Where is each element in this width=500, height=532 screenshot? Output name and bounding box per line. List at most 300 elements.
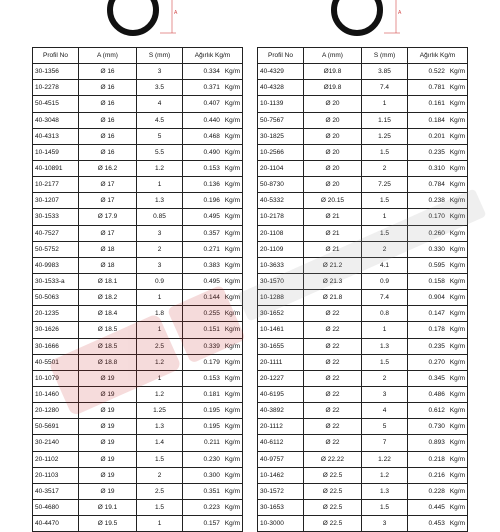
weight-cell xyxy=(183,112,243,128)
a-mm-cell: Ø 22 xyxy=(304,435,362,451)
weight-cell xyxy=(183,225,243,241)
s-mm-cell: 7.25 xyxy=(362,177,408,193)
weight-unit: Kg/m xyxy=(449,245,465,253)
weight-value: 0.522 xyxy=(428,68,445,76)
table-row xyxy=(258,354,468,370)
weight-unit: Kg/m xyxy=(449,407,465,415)
profile-no-cell: 20-1235 xyxy=(33,306,79,322)
weight-unit: Kg/m xyxy=(224,132,240,140)
a-mm-cell: Ø 22 xyxy=(304,386,362,402)
table-row xyxy=(258,403,468,419)
profile-no-cell: 20-1227 xyxy=(258,370,304,386)
a-mm-cell: Ø19.8 xyxy=(304,64,362,80)
weight-value: 0.260 xyxy=(428,229,445,237)
table-row xyxy=(33,435,243,451)
table-row xyxy=(258,370,468,386)
s-mm-cell: 1.5 xyxy=(362,144,408,160)
s-mm-cell: 1.3 xyxy=(137,193,183,209)
profile-no-cell: 40-5501 xyxy=(33,354,79,370)
s-mm-cell: 5 xyxy=(137,128,183,144)
profile-no-cell: 30-1533-a xyxy=(33,273,79,289)
weight-cell xyxy=(408,354,468,370)
weight-unit: Kg/m xyxy=(224,165,240,173)
weight-cell xyxy=(183,257,243,273)
profile-no-cell: 50-4680 xyxy=(33,499,79,515)
table-row xyxy=(33,419,243,435)
s-mm-cell: 2.5 xyxy=(137,338,183,354)
weight-value: 0.195 xyxy=(203,407,220,415)
weight-unit: Kg/m xyxy=(449,116,465,124)
weight-value: 0.270 xyxy=(428,358,445,366)
weight-value: 0.147 xyxy=(428,310,445,318)
s-mm-cell: 1 xyxy=(362,96,408,112)
table-row xyxy=(258,322,468,338)
weight-cell xyxy=(408,112,468,128)
weight-unit: Kg/m xyxy=(449,326,465,334)
weight-cell xyxy=(408,338,468,354)
weight-value: 0.784 xyxy=(428,181,445,189)
a-mm-cell: Ø 19.1 xyxy=(79,499,137,515)
table-row xyxy=(258,435,468,451)
weight-unit: Kg/m xyxy=(224,116,240,124)
header-profile-no: Profil No xyxy=(33,48,79,64)
profile-no-cell: 20-1103 xyxy=(33,467,79,483)
s-mm-cell: 7.4 xyxy=(362,80,408,96)
profile-no-cell: 40-4329 xyxy=(258,64,304,80)
table-row xyxy=(33,338,243,354)
table-row xyxy=(258,128,468,144)
weight-cell xyxy=(183,177,243,193)
weight-unit: Kg/m xyxy=(224,439,240,447)
weight-value: 0.490 xyxy=(203,148,220,156)
weight-value: 0.255 xyxy=(203,310,220,318)
weight-unit: Kg/m xyxy=(224,423,240,431)
profile-no-cell: 30-1655 xyxy=(258,338,304,354)
table-row xyxy=(33,483,243,499)
weight-unit: Kg/m xyxy=(449,68,465,76)
table-row xyxy=(258,209,468,225)
weight-cell xyxy=(183,403,243,419)
weight-value: 0.153 xyxy=(203,165,220,173)
profile-no-cell: 30-1653 xyxy=(258,499,304,515)
header-profile-no: Profil No xyxy=(258,48,304,64)
a-mm-cell: Ø 21 xyxy=(304,209,362,225)
weight-value: 0.893 xyxy=(428,439,445,447)
a-mm-cell: Ø 17 xyxy=(79,193,137,209)
weight-cell xyxy=(183,241,243,257)
weight-unit: Kg/m xyxy=(224,84,240,92)
a-mm-cell: Ø 18.5 xyxy=(79,338,137,354)
weight-unit: Kg/m xyxy=(224,471,240,479)
a-mm-cell: Ø 18 xyxy=(79,241,137,257)
profile-table-left xyxy=(32,47,243,532)
weight-unit: Kg/m xyxy=(449,487,465,495)
s-mm-cell: 2 xyxy=(362,241,408,257)
weight-cell xyxy=(408,96,468,112)
weight-cell xyxy=(183,273,243,289)
s-mm-cell: 1.25 xyxy=(362,128,408,144)
a-mm-cell: Ø 20 xyxy=(304,112,362,128)
profile-no-cell: 40-3892 xyxy=(258,403,304,419)
table-body-left xyxy=(33,64,243,532)
s-mm-cell: 1 xyxy=(362,322,408,338)
s-mm-cell: 1.2 xyxy=(137,160,183,176)
profile-no-cell: 30-2140 xyxy=(33,435,79,451)
profile-no-cell: 10-1460 xyxy=(33,386,79,402)
weight-cell xyxy=(183,193,243,209)
a-mm-cell: Ø 20 xyxy=(304,160,362,176)
profile-no-cell: 20-1102 xyxy=(33,451,79,467)
s-mm-cell: 3 xyxy=(137,225,183,241)
a-mm-cell: Ø 18.1 xyxy=(79,273,137,289)
s-mm-cell: 1.8 xyxy=(137,306,183,322)
table-row xyxy=(258,241,468,257)
table-row xyxy=(33,354,243,370)
s-mm-cell: 0.9 xyxy=(137,273,183,289)
a-mm-cell: Ø 18 xyxy=(79,257,137,273)
table-row xyxy=(33,290,243,306)
table-row xyxy=(33,257,243,273)
profile-no-cell: 40-10891 xyxy=(33,160,79,176)
weight-unit: Kg/m xyxy=(224,261,240,269)
profile-no-cell: 10-1462 xyxy=(258,467,304,483)
weight-cell xyxy=(183,338,243,354)
profile-no-cell: 10-2178 xyxy=(258,209,304,225)
a-mm-cell: Ø 19.5 xyxy=(79,516,137,532)
weight-unit: Kg/m xyxy=(449,342,465,350)
weight-value: 0.235 xyxy=(428,148,445,156)
profile-no-cell: 40-5332 xyxy=(258,193,304,209)
weight-unit: Kg/m xyxy=(449,84,465,92)
s-mm-cell: 3.5 xyxy=(137,80,183,96)
weight-cell xyxy=(183,370,243,386)
s-mm-cell: 1.5 xyxy=(362,225,408,241)
a-mm-cell: Ø 18.8 xyxy=(79,354,137,370)
s-mm-cell: 1.3 xyxy=(137,419,183,435)
weight-value: 0.195 xyxy=(203,423,220,431)
table-row xyxy=(258,160,468,176)
header-weight: Ağırlık Kg/m xyxy=(183,48,243,64)
a-mm-cell: Ø 20 xyxy=(304,128,362,144)
profile-no-cell: 10-2177 xyxy=(33,177,79,193)
a-mm-cell: Ø 22 xyxy=(304,419,362,435)
weight-value: 0.144 xyxy=(203,294,220,302)
weight-unit: Kg/m xyxy=(449,148,465,156)
a-mm-cell: Ø 18.2 xyxy=(79,290,137,306)
weight-cell xyxy=(183,516,243,532)
profile-no-cell: 40-7527 xyxy=(33,225,79,241)
weight-value: 0.612 xyxy=(428,407,445,415)
table-row xyxy=(33,467,243,483)
table-row xyxy=(33,306,243,322)
s-mm-cell: 1 xyxy=(137,370,183,386)
weight-value: 0.445 xyxy=(428,504,445,511)
weight-unit: Kg/m xyxy=(449,520,465,528)
profile-no-cell: 30-1652 xyxy=(258,306,304,322)
weight-cell xyxy=(408,64,468,80)
weight-unit: Kg/m xyxy=(224,504,240,511)
table-row xyxy=(33,386,243,402)
profile-no-cell: 10-3000 xyxy=(258,516,304,532)
profile-no-cell: 50-5063 xyxy=(33,290,79,306)
weight-unit: Kg/m xyxy=(224,374,240,382)
table-row xyxy=(33,64,243,80)
profile-no-cell: 10-3633 xyxy=(258,257,304,273)
s-mm-cell: 1.22 xyxy=(362,451,408,467)
profile-no-cell: 20-1112 xyxy=(258,419,304,435)
a-mm-cell: Ø 21 xyxy=(304,225,362,241)
weight-cell xyxy=(183,209,243,225)
weight-unit: Kg/m xyxy=(449,132,465,140)
weight-unit: Kg/m xyxy=(449,181,465,189)
table-row xyxy=(33,499,243,515)
profile-no-cell: 30-1533 xyxy=(33,209,79,225)
profile-no-cell: 10-2278 xyxy=(33,80,79,96)
weight-cell xyxy=(408,193,468,209)
s-mm-cell: 2 xyxy=(362,370,408,386)
weight-value: 0.151 xyxy=(203,326,220,334)
s-mm-cell: 2.5 xyxy=(137,483,183,499)
a-mm-cell: Ø 18.5 xyxy=(79,322,137,338)
profile-no-cell: 30-1572 xyxy=(258,483,304,499)
a-mm-cell: Ø 18.4 xyxy=(79,306,137,322)
table-row xyxy=(33,112,243,128)
profile-no-cell: 10-2566 xyxy=(258,144,304,160)
weight-value: 0.218 xyxy=(428,455,445,463)
weight-value: 0.330 xyxy=(428,245,445,253)
s-mm-cell: 2 xyxy=(362,160,408,176)
weight-value: 0.334 xyxy=(203,68,220,76)
weight-unit: Kg/m xyxy=(224,487,240,495)
profile-no-cell: 10-1139 xyxy=(258,96,304,112)
weight-cell xyxy=(408,241,468,257)
table-row xyxy=(258,177,468,193)
weight-cell xyxy=(408,128,468,144)
table-row xyxy=(258,483,468,499)
table-row xyxy=(33,193,243,209)
weight-cell xyxy=(408,177,468,193)
table-row xyxy=(258,225,468,241)
weight-unit: Kg/m xyxy=(449,391,465,399)
s-mm-cell: 1.3 xyxy=(362,338,408,354)
s-mm-cell: 0.85 xyxy=(137,209,183,225)
weight-cell xyxy=(183,80,243,96)
a-mm-cell: Ø 17 xyxy=(79,177,137,193)
s-mm-cell: 1 xyxy=(137,290,183,306)
weight-cell xyxy=(408,386,468,402)
weight-cell xyxy=(183,435,243,451)
weight-value: 0.184 xyxy=(428,116,445,124)
weight-value: 0.238 xyxy=(428,197,445,205)
s-mm-cell: 5 xyxy=(362,419,408,435)
weight-unit: Kg/m xyxy=(449,261,465,269)
s-mm-cell: 3 xyxy=(137,257,183,273)
table-row xyxy=(258,290,468,306)
weight-cell xyxy=(183,499,243,515)
weight-cell xyxy=(183,386,243,402)
a-mm-cell: Ø 19 xyxy=(79,483,137,499)
a-mm-cell: Ø 21 xyxy=(304,241,362,257)
weight-value: 0.440 xyxy=(203,116,220,124)
weight-cell xyxy=(408,273,468,289)
profile-no-cell: 20-1109 xyxy=(258,241,304,257)
weight-value: 0.310 xyxy=(428,165,445,173)
profile-no-cell: 10-1288 xyxy=(258,290,304,306)
table-row xyxy=(33,273,243,289)
a-mm-cell: Ø 22 xyxy=(304,338,362,354)
weight-value: 0.730 xyxy=(428,423,445,431)
a-mm-cell: Ø 16 xyxy=(79,64,137,80)
weight-value: 0.407 xyxy=(203,100,220,108)
weight-unit: Kg/m xyxy=(224,148,240,156)
table-row xyxy=(33,209,243,225)
s-mm-cell: 1.4 xyxy=(137,435,183,451)
weight-value: 0.595 xyxy=(428,261,445,269)
weight-value: 0.228 xyxy=(428,487,445,495)
weight-value: 0.357 xyxy=(203,229,220,237)
s-mm-cell: 1.5 xyxy=(362,354,408,370)
profile-no-cell: 30-1825 xyxy=(258,128,304,144)
a-mm-cell: Ø 22.5 xyxy=(304,499,362,515)
weight-unit: Kg/m xyxy=(224,213,240,221)
table-body-right xyxy=(258,64,468,532)
a-mm-cell: Ø 22 xyxy=(304,370,362,386)
a-mm-cell: Ø 22.5 xyxy=(304,467,362,483)
weight-unit: Kg/m xyxy=(449,455,465,463)
a-mm-cell: Ø 19 xyxy=(79,419,137,435)
weight-unit: Kg/m xyxy=(449,213,465,221)
profile-no-cell: 40-4470 xyxy=(33,516,79,532)
s-mm-cell: 1.15 xyxy=(362,112,408,128)
a-mm-cell: Ø 19 xyxy=(79,467,137,483)
weight-value: 0.216 xyxy=(428,471,445,479)
table-row xyxy=(258,386,468,402)
weight-unit: Kg/m xyxy=(449,165,465,173)
weight-cell xyxy=(183,354,243,370)
a-mm-cell: Ø 20 xyxy=(304,96,362,112)
weight-unit: Kg/m xyxy=(449,294,465,302)
table-row xyxy=(33,160,243,176)
weight-cell xyxy=(408,419,468,435)
a-mm-cell: Ø 22 xyxy=(304,322,362,338)
s-mm-cell: 1.3 xyxy=(362,483,408,499)
table-row xyxy=(33,177,243,193)
table-row xyxy=(258,516,468,532)
a-mm-cell: Ø 22 xyxy=(304,306,362,322)
a-mm-cell: Ø 16 xyxy=(79,96,137,112)
s-mm-cell: 5.5 xyxy=(137,144,183,160)
weight-unit: Kg/m xyxy=(224,278,240,286)
weight-cell xyxy=(183,419,243,435)
weight-value: 0.300 xyxy=(203,471,220,479)
a-mm-cell: Ø 17 xyxy=(79,225,137,241)
weight-value: 0.351 xyxy=(203,487,220,495)
profile-no-cell: 40-4313 xyxy=(33,128,79,144)
profile-no-cell: 50-4515 xyxy=(33,96,79,112)
a-mm-cell: Ø 16 xyxy=(79,112,137,128)
s-mm-cell: 1.5 xyxy=(362,193,408,209)
weight-unit: Kg/m xyxy=(224,342,240,350)
weight-unit: Kg/m xyxy=(449,310,465,318)
a-mm-cell: Ø 22.5 xyxy=(304,483,362,499)
table-row xyxy=(258,257,468,273)
weight-unit: Kg/m xyxy=(449,358,465,366)
weight-cell xyxy=(408,306,468,322)
profile-no-cell: 50-5752 xyxy=(33,241,79,257)
weight-value: 0.158 xyxy=(428,278,445,286)
a-mm-cell: Ø 16 xyxy=(79,80,137,96)
profile-no-cell: 30-1570 xyxy=(258,273,304,289)
weight-cell xyxy=(408,370,468,386)
weight-value: 0.196 xyxy=(203,197,220,205)
header-s-mm: S (mm) xyxy=(362,48,408,64)
weight-unit: Kg/m xyxy=(224,407,240,415)
weight-unit: Kg/m xyxy=(224,391,240,399)
weight-cell xyxy=(408,435,468,451)
weight-value: 0.153 xyxy=(203,374,220,382)
weight-cell xyxy=(408,403,468,419)
profile-no-cell: 30-1356 xyxy=(33,64,79,80)
weight-value: 0.161 xyxy=(428,100,445,108)
weight-unit: Kg/m xyxy=(224,181,240,189)
weight-value: 0.383 xyxy=(203,261,220,269)
profile-no-cell: 40-9757 xyxy=(258,451,304,467)
a-mm-cell: Ø 22 xyxy=(304,403,362,419)
s-mm-cell: 3 xyxy=(362,386,408,402)
a-mm-cell: Ø 22 xyxy=(304,354,362,370)
table-row xyxy=(258,338,468,354)
a-mm-cell: Ø 20.15 xyxy=(304,193,362,209)
weight-cell xyxy=(183,306,243,322)
table-row xyxy=(33,225,243,241)
weight-cell xyxy=(408,322,468,338)
weight-cell xyxy=(408,516,468,532)
weight-value: 0.339 xyxy=(203,342,220,350)
weight-cell xyxy=(408,160,468,176)
a-mm-cell: Ø 19 xyxy=(79,435,137,451)
weight-unit: Kg/m xyxy=(224,229,240,237)
weight-value: 0.904 xyxy=(428,294,445,302)
weight-value: 0.170 xyxy=(428,213,445,221)
profile-no-cell: 20-1108 xyxy=(258,225,304,241)
weight-value: 0.781 xyxy=(428,84,445,92)
weight-unit: Kg/m xyxy=(449,439,465,447)
weight-value: 0.179 xyxy=(203,358,220,366)
a-mm-cell: Ø 19 xyxy=(79,403,137,419)
weight-unit: Kg/m xyxy=(224,68,240,76)
s-mm-cell: 1 xyxy=(137,177,183,193)
s-mm-cell: 3 xyxy=(362,516,408,532)
weight-value: 0.201 xyxy=(428,132,445,140)
header-s-mm: S (mm) xyxy=(137,48,183,64)
s-mm-cell: 1.2 xyxy=(137,354,183,370)
weight-cell xyxy=(183,160,243,176)
weight-unit: Kg/m xyxy=(224,455,240,463)
weight-unit: Kg/m xyxy=(449,229,465,237)
profile-no-cell: 20-1111 xyxy=(258,354,304,370)
weight-unit: Kg/m xyxy=(224,197,240,205)
profile-no-cell: 20-1104 xyxy=(258,160,304,176)
weight-cell xyxy=(408,257,468,273)
s-mm-cell: 1.25 xyxy=(137,403,183,419)
profile-no-cell: 10-1461 xyxy=(258,322,304,338)
s-mm-cell: 3.85 xyxy=(362,64,408,80)
profile-no-cell: 30-1666 xyxy=(33,338,79,354)
weight-value: 0.495 xyxy=(203,213,220,221)
profile-no-cell: 40-3048 xyxy=(33,112,79,128)
header-a-mm: A (mm) xyxy=(79,48,137,64)
profile-no-cell: 50-5691 xyxy=(33,419,79,435)
